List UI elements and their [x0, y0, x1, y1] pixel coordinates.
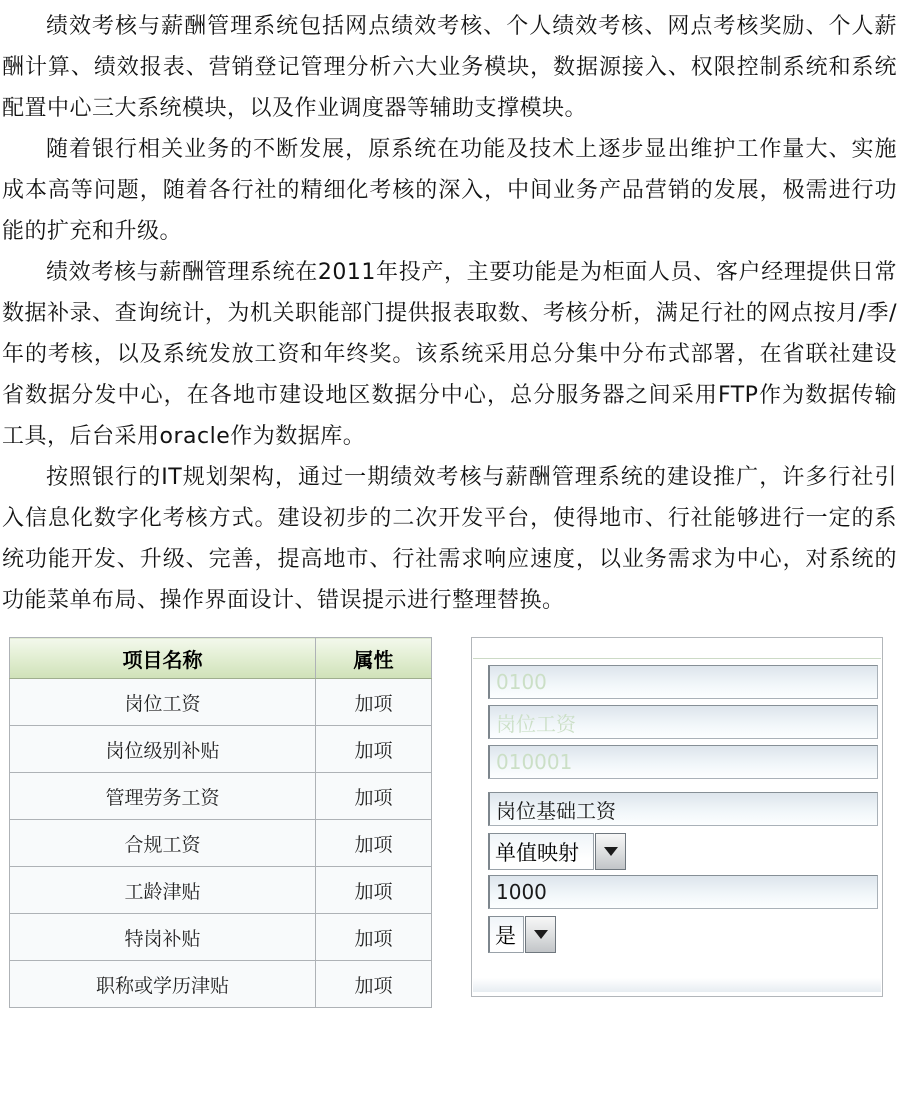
item-subcode-input	[488, 745, 878, 779]
panel-header-strip	[473, 638, 881, 659]
salary-items-table	[9, 637, 432, 1008]
item-attr-cell: 加项	[316, 914, 432, 961]
enabled-flag-select[interactable]	[488, 916, 556, 953]
item-name-input	[488, 705, 878, 739]
table-header-row	[10, 638, 432, 679]
item-name-cell: 岗位工资	[10, 679, 316, 726]
mapping-dropdown-button[interactable]	[595, 833, 626, 870]
paragraph-modules-overview: 绩效考核与薪酬管理系统包括网点绩效考核、个人绩效考核、网点考核奖励、个人薪酬计算、绩效报表、营销登记管理分析六大业务模块，数据源接入、权限控制系统和系统配置中心三大系统模块，以及作业调度器等辅助支撑模块。	[2, 14, 897, 121]
item-attr-cell: 加项	[316, 679, 432, 726]
paragraph-upgrade-need: 随着银行相关业务的不断发展，原系统在功能及技术上逐步显出维护工作量大、实施成本高等问题，随着各行社的精细化考核的深入，中间业务产品营销的发展，极需进行功能的扩充和升级。	[2, 137, 897, 244]
item-attr-cell: 加项	[316, 867, 432, 914]
item-name-cell: 职称或学历津贴	[10, 961, 316, 1008]
table-row	[10, 679, 432, 726]
item-name-cell: 特岗补贴	[10, 914, 316, 961]
item-name-cell: 合规工资	[10, 820, 316, 867]
item-name-cell: 工龄津贴	[10, 867, 316, 914]
chevron-down-icon	[534, 930, 548, 939]
table-row	[10, 773, 432, 820]
item-detail-form	[472, 659, 882, 958]
amount-input[interactable]	[488, 875, 878, 909]
base-wage-name-input[interactable]	[488, 792, 878, 826]
paragraph-system-history: 绩效考核与薪酬管理系统在2011年投产，主要功能是为柜面人员、客户经理提供日常数据补录、查询统计，为机关职能部门提供报表取数、考核分析，满足行社的网点按月/季/年的考核，以及系统发放工资和年终奖。该系统采用总分集中分布式部署，在省联社建设省数据分发中心，在各地市建设地区数据分中心，总分服务器之间采用FTP作为数据传输工具，后台采用oracle作为数据库。	[2, 260, 897, 449]
item-attr-cell: 加项	[316, 820, 432, 867]
table-row	[10, 867, 432, 914]
mapping-type-value[interactable]: 单值映射	[488, 833, 594, 870]
item-detail-panel	[471, 637, 883, 997]
bottom-section	[2, 637, 897, 1008]
panel-footer-strip	[473, 978, 881, 992]
item-name-cell: 管理劳务工资	[10, 773, 316, 820]
mapping-type-select[interactable]	[488, 833, 626, 870]
table-row	[10, 820, 432, 867]
item-attr-cell: 加项	[316, 726, 432, 773]
enabled-flag-value[interactable]: 是	[488, 916, 524, 953]
column-header-attribute: 属性	[316, 638, 432, 679]
item-name-cell: 岗位级别补贴	[10, 726, 316, 773]
item-attr-cell: 加项	[316, 773, 432, 820]
paragraph-it-plan: 按照银行的IT规划架构，通过一期绩效考核与薪酬管理系统的建设推广，许多行社引入信息化数字化考核方式。建设初步的二次开发平台，使得地市、行社能够进行一定的系统功能开发、升级、完善，提高地市、行社需求响应速度，以业务需求为中心，对系统的功能菜单布局、操作界面设计、错误提示进行整理替换。	[2, 465, 897, 613]
item-code-input	[488, 665, 878, 699]
table-row	[10, 914, 432, 961]
column-header-item-name: 项目名称	[10, 638, 316, 679]
flag-dropdown-button[interactable]	[525, 916, 556, 953]
chevron-down-icon	[604, 847, 618, 856]
item-attr-cell: 加项	[316, 961, 432, 1008]
table-row	[10, 961, 432, 1008]
table-row	[10, 726, 432, 773]
